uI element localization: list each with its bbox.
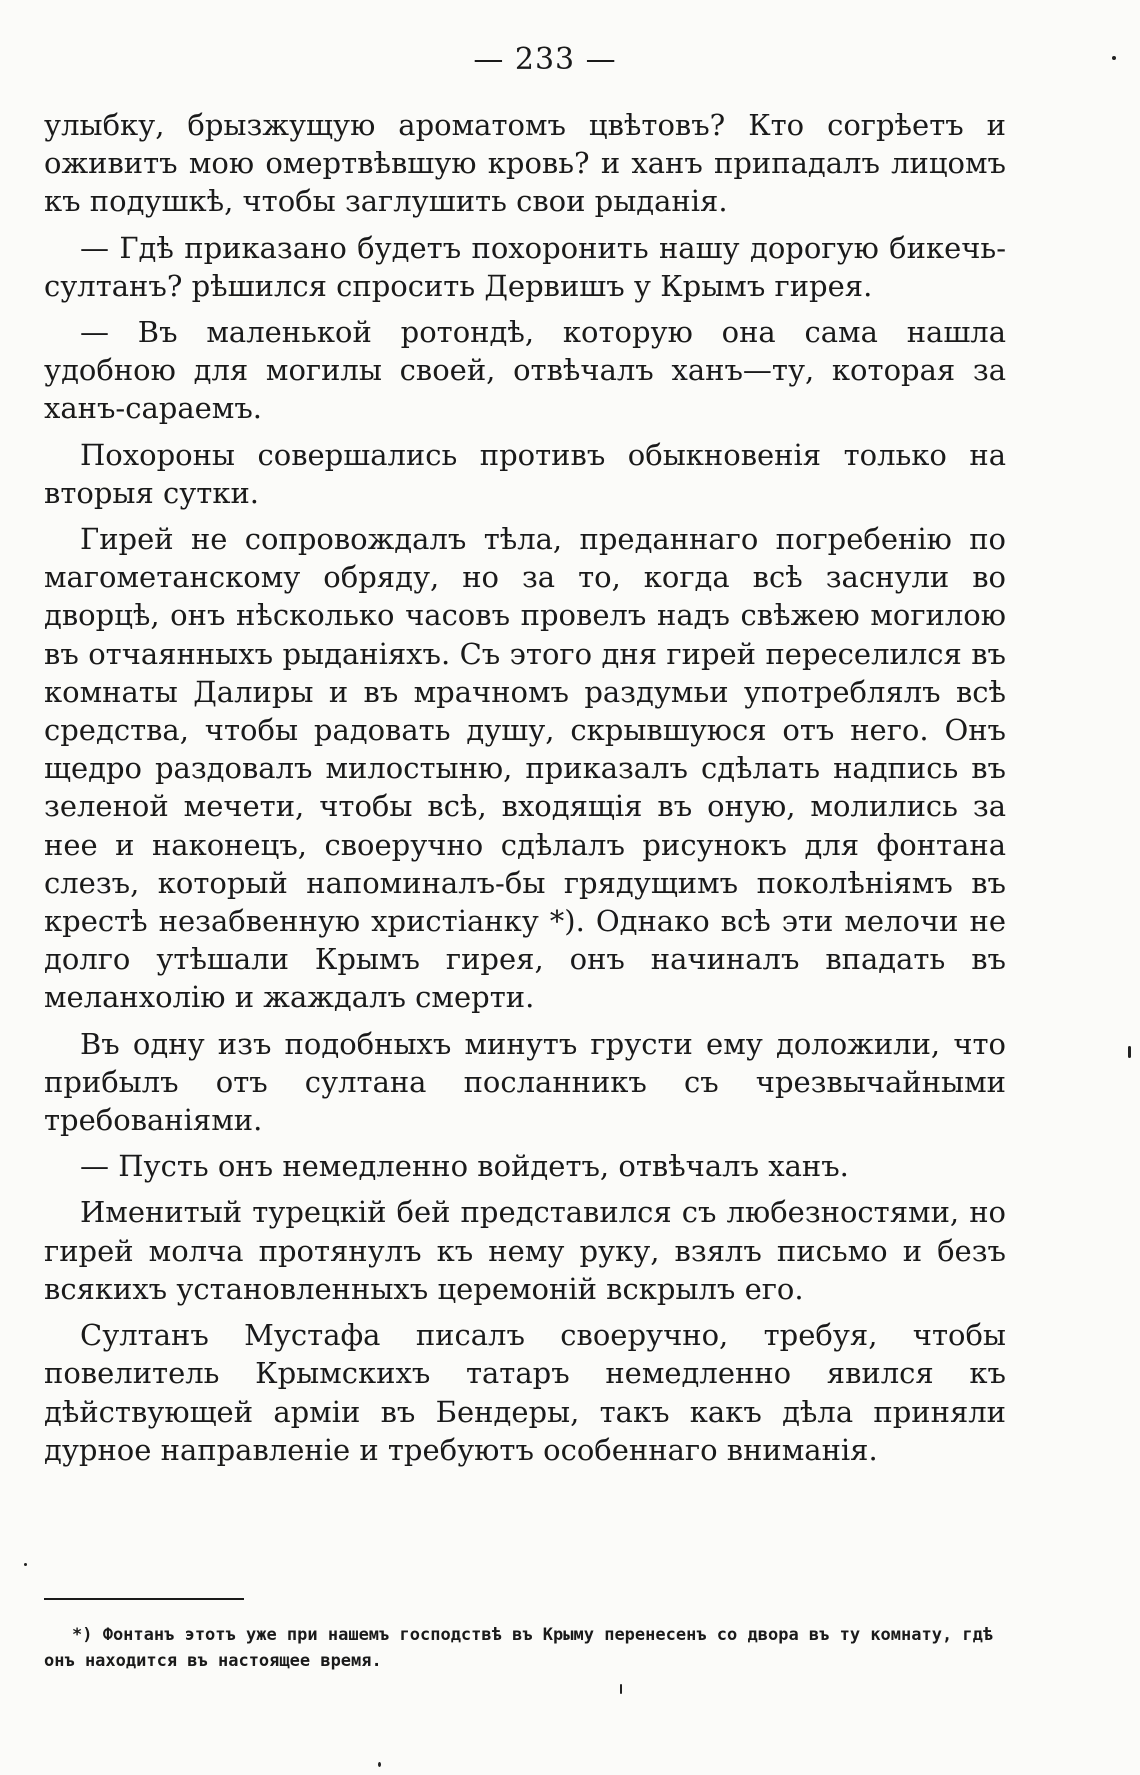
print-speck	[378, 1762, 381, 1767]
page	[44, 40, 1006, 1477]
paragraph: — Гдѣ приказано будетъ похоронить нашу дорогую бикечь-султанъ? рѣшился спросить Дервишъ у Крымъ гирея.	[44, 230, 1006, 303]
footnote-rule	[44, 1598, 244, 1600]
paragraph: улыбку, брызжущую ароматомъ цвѣтовъ? Кто согрѣетъ и оживитъ мою омертвѣвшую кровь? и ханъ припадалъ лицомъ къ подушкѣ, чтобы заглушить свои рыданія.	[44, 108, 1006, 219]
paragraph: Султанъ Мустафа писалъ своеручно, требуя, чтобы повелитель Крымскихъ татаръ немедленно явился къ дѣйствующей арміи въ Бендеры, такъ какъ дѣла приняли дурное направленіе и требуютъ особеннаго вниманія.	[44, 1318, 1006, 1467]
paragraph: — Пусть онъ немедленно войдетъ, отвѣчалъ ханъ.	[80, 1149, 849, 1184]
footnote: *) Фонтанъ этотъ уже при нашемъ господствѣ въ Крыму перенесенъ со двора въ ту комнату, гдѣ онъ находится въ настоящее время.	[44, 1625, 994, 1671]
paragraph: Именитый турецкій бей представился съ любезностями, но гирей молча протянулъ къ нему руку, взялъ письмо и безъ всякихъ установленныхъ церемоній вскрылъ его.	[44, 1195, 1006, 1306]
print-speck	[620, 1684, 622, 1694]
page-number: — 233 —	[473, 42, 617, 77]
paragraph: Въ одну изъ подобныхъ минутъ грусти ему доложили, что прибылъ отъ султана посланникъ съ чрезвычайными требованіями.	[44, 1026, 1006, 1138]
print-speck	[24, 1563, 27, 1566]
paragraph: Гирей не сопровождалъ тѣла, преданнаго погребенію по магометанскому обряду, но за то, когда всѣ заснули во дворцѣ, онъ нѣсколько часовъ провелъ надъ свѣжею могилою въ отчаянныхъ рыданіяхъ. Съ этого дня гирей переселился въ комнаты Далиры и въ мрачномъ раздумьи употреблялъ всѣ средства, чтобы радовать душу, скрывшуюся отъ него. Онъ щедро раздовалъ милостыню, приказалъ сдѣлать надпись въ зеленой мечети, чтобы всѣ, входящія въ оную, молились за нее и наконецъ, своеручно сдѣлалъ рисунокъ для фонтана слезъ, который напоминалъ-бы грядущимъ поколѣніямъ въ крестѣ незабвенную христіанку *). Однако всѣ эти мелочи не долго утѣшали Крымъ гирея, онъ начиналъ впадать въ меланхолію и жаждалъ смерти.	[44, 522, 1006, 1015]
body-text	[44, 106, 1006, 1469]
paragraph: Похороны совершались противъ обыкновенія только на вторыя сутки.	[44, 437, 1006, 510]
paragraph: — Въ маленькой ротондѣ, которую она сама нашла удобною для могилы своей, отвѣчалъ ханъ—ту, которая за ханъ-сараемъ.	[44, 315, 1006, 426]
print-speck	[1128, 1046, 1131, 1058]
print-speck	[1112, 56, 1116, 60]
